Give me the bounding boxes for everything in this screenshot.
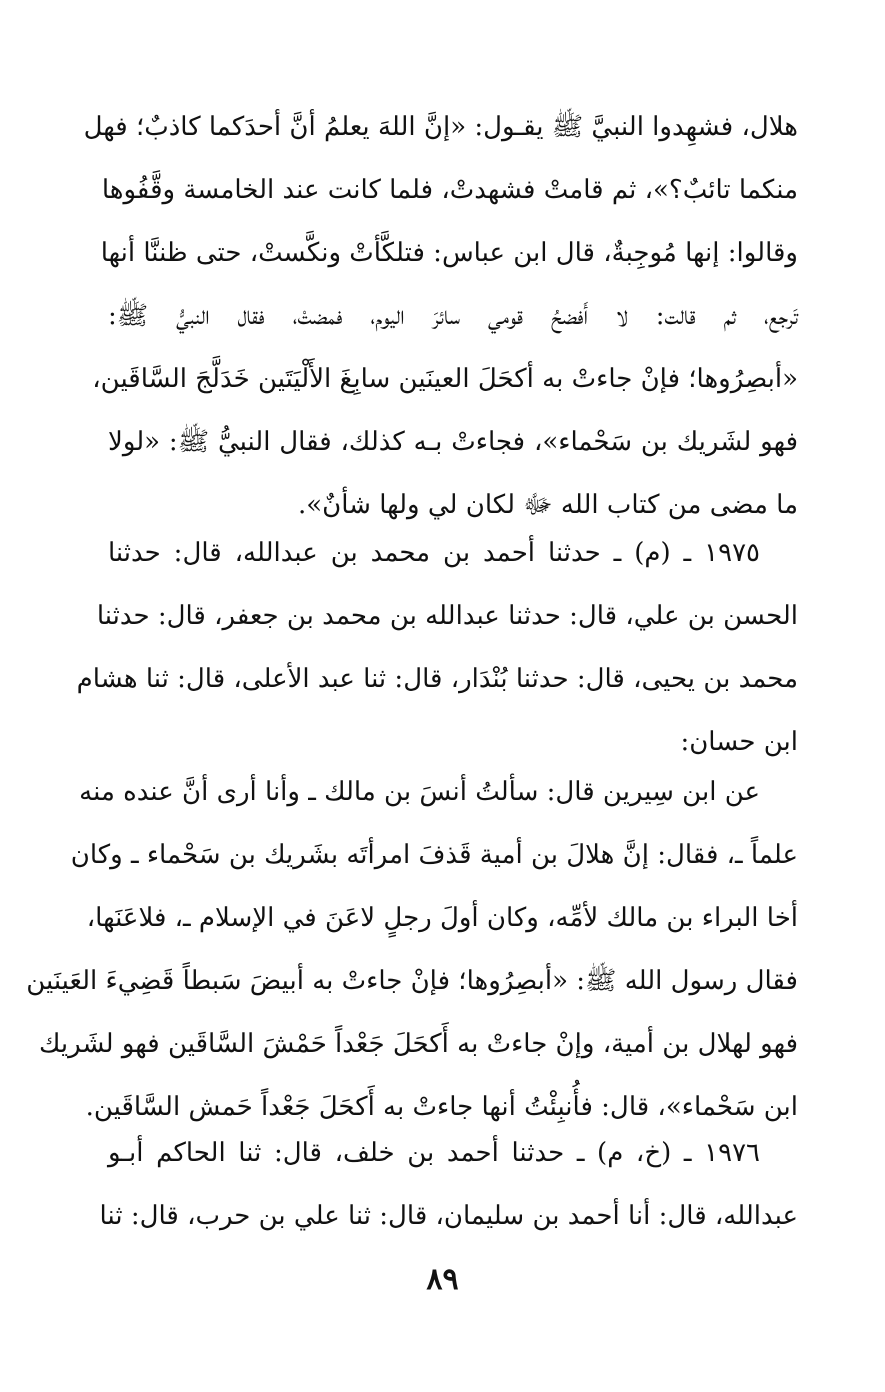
paragraph-hadith-narration xyxy=(83,96,798,537)
text-line: «أبصِرُوها؛ فإنْ جاءتْ به أكحَلَ العينَين سابِغَ الأَلْيَتَين خَدَلَّجَ السَّاقَين، xyxy=(92,364,798,394)
text-line: ابن حسان: xyxy=(680,727,798,757)
text-line: أخا البراء بن مالك لأمِّه، وكان أولَ رجلٍ لاعَنَ في الإسلام ـ، فلاعَنَها، xyxy=(86,903,798,933)
text-line: وقالوا: إنها مُوجِبةٌ، قال ابن عباس: فتلكَّأتْ ونكَّستْ، حتى ظننَّا أنها xyxy=(100,238,798,268)
text-line: فهو لهلال بن أمية، وإنْ جاءتْ به أَكحَلَ جَعْداً حَمْشَ السَّاقَين فهو لشَريك xyxy=(38,1029,798,1059)
paragraph-matn xyxy=(26,761,798,1139)
text-line: علماً ـ، فقال: إنَّ هلالَ بن أمية قَذفَ امرأتَه بشَريك بن سَحْماء ـ وكان xyxy=(70,840,798,870)
paragraph-isnad-1976 xyxy=(99,1122,798,1248)
page-number: ٨٩ xyxy=(426,1262,459,1297)
text-line: فقال رسول الله ﷺ: «أبصِرُوها؛ فإنْ جاءتْ به أبيضَ سَبطاً قَضِيءَ العَينَين xyxy=(26,966,798,996)
paragraph-isnad-1975 xyxy=(76,522,798,774)
text-line: عن ابن سِيرين قال: سألتُ أنسَ بن مالك ـ وأنا أرى أنَّ عنده منه xyxy=(79,777,760,807)
text-line: محمد بن يحيى، قال: حدثنا بُنْدَار، قال: ثنا عبد الأعلى، قال: ثنا هشام xyxy=(76,664,798,694)
text-line: الحسن بن علي، قال: حدثنا عبدالله بن محمد بن جعفر، قال: حدثنا xyxy=(96,601,798,631)
text-line: منكما تائبٌ؟»، ثم قامتْ فشهدتْ، فلما كانت عند الخامسة وقَّفُوها xyxy=(101,175,798,205)
text-line: عبدالله، قال: أنا أحمد بن سليمان، قال: ثنا علي بن حرب، قال: ثنا xyxy=(99,1201,798,1231)
text-line: فهو لشَريك بن سَحْماء»، فجاءتْ بـه كذلك، فقال النبيُّ ﷺ: «لولا xyxy=(108,427,798,457)
text-line: تَرجع، ثم قالت: لا أَفضحُ قومي سائرَ اليوم، فمضتْ، فقال النبيُّ ﷺ: xyxy=(108,301,798,331)
text-line: ابن سَحْماء»، قال: فأُنبِئْتُ أنها جاءتْ به أَكحَلَ جَعْداً حَمش السَّاقَين. xyxy=(85,1092,798,1122)
text-line: ما مضى من كتاب الله ﷻ لكان لي ولها شأنٌ». xyxy=(297,490,798,520)
text-line: ١٩٧٦ ـ (خ، م) ـ حدثنا أحمد بن خلف، قال: ثنا الحاكم أبـو xyxy=(108,1138,760,1168)
text-line: هلال، فشهِدوا النبيَّ ﷺ يقـول: «إنَّ اللهَ يعلمُ أنَّ أحدَكما كاذبٌ؛ فهل xyxy=(83,112,798,142)
text-line: ١٩٧٥ ـ (م) ـ حدثنا أحمد بن محمد بن عبدالله، قال: حدثنا xyxy=(108,538,760,568)
